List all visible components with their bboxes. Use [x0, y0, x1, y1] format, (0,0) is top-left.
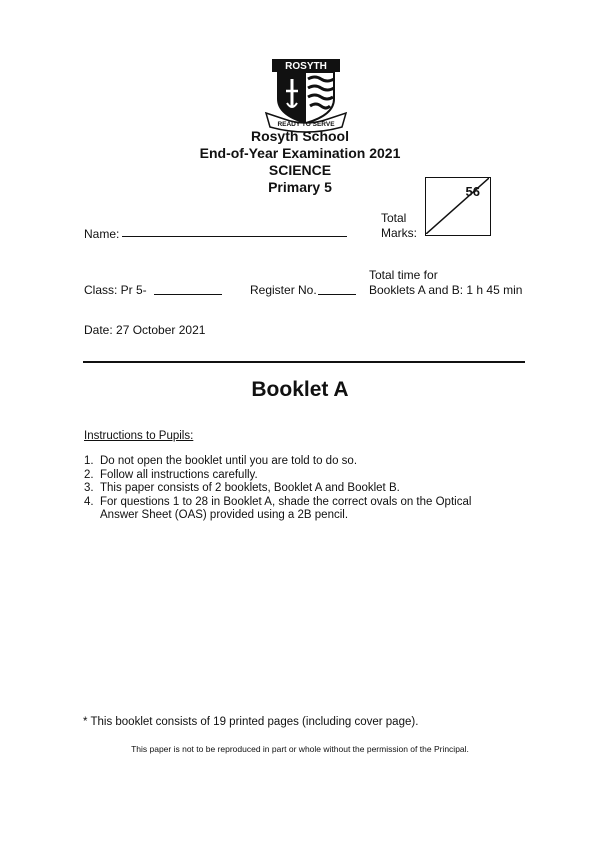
- instruction-text: Do not open the booklet until you are told to do so.: [100, 455, 358, 467]
- copyright-note: This paper is not to be reproduced in part or whole without the permission of the Principal.: [131, 744, 469, 754]
- total-time-line1: Total time for: [369, 268, 438, 282]
- exam-title: End-of-Year Examination 2021: [199, 145, 401, 161]
- school-name: Rosyth School: [250, 128, 349, 144]
- class-label: Class: Pr 5-: [84, 283, 147, 297]
- instruction-text: For questions 1 to 28 in Booklet A, shade the correct ovals on the Optical Answer Sheet (OAS) provided using a 2B pencil.: [100, 495, 472, 521]
- section-divider: [83, 361, 525, 363]
- total-marks-label-line1: Total: [381, 211, 407, 225]
- pages-note: * This booklet consists of 19 printed pages (including cover page).: [83, 716, 419, 728]
- instruction-number: 4.: [84, 495, 94, 508]
- school-crest-logo: [258, 55, 354, 133]
- name-label: Name:: [84, 227, 120, 241]
- instruction-item: [84, 496, 524, 523]
- crest-motto-text: READY TO SERVE: [277, 121, 335, 128]
- instruction-number: 3.: [84, 482, 94, 494]
- subject-title: SCIENCE: [268, 162, 332, 178]
- instructions-heading: Instructions to Pupils:: [84, 430, 194, 442]
- name-blank-line: [122, 236, 347, 237]
- crest-banner-text: ROSYTH: [285, 61, 327, 72]
- instruction-item: [84, 469, 524, 483]
- total-marks-label-line2: Marks:: [381, 226, 417, 240]
- instruction-text: This paper consists of 2 booklets, Booklet A and Booklet B.: [100, 482, 400, 494]
- instruction-text: Follow all instructions carefully.: [100, 468, 258, 481]
- total-marks-box: [425, 177, 491, 236]
- instruction-number: 2.: [84, 468, 94, 481]
- total-marks-value: 56: [465, 184, 480, 199]
- exam-date: Date: 27 October 2021: [84, 323, 206, 337]
- register-label: Register No.: [250, 283, 317, 297]
- level-title: Primary 5: [268, 179, 332, 195]
- instructions-list: [84, 455, 524, 523]
- register-blank-line: [318, 294, 356, 295]
- instruction-number: 1.: [84, 455, 94, 467]
- instruction-item: [84, 482, 524, 496]
- total-time-line2: Booklets A and B: 1 h 45 min: [369, 283, 523, 297]
- class-blank-line: [154, 294, 222, 295]
- instruction-item: [84, 455, 524, 469]
- booklet-title: Booklet A: [251, 378, 349, 401]
